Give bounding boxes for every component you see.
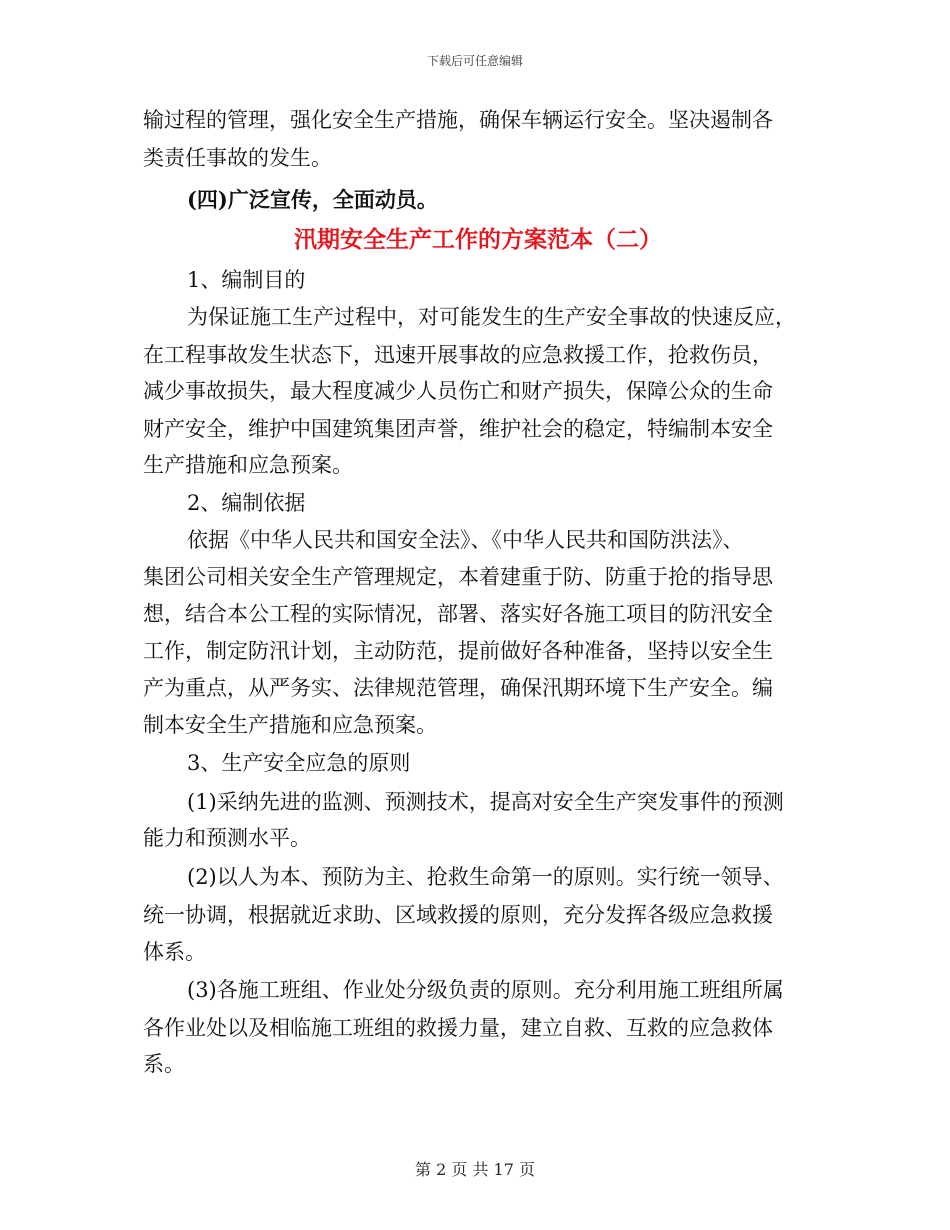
paragraph-line: 产为重点，从严务实、法律规范管理，确保汛期环境下生产安全。编: [143, 676, 773, 700]
page-header: 下载后可任意编辑: [426, 54, 523, 68]
section-heading: (四)广泛宣传，全面动员。: [187, 187, 438, 212]
paragraph-line: 制本安全生产措施和应急预案。: [143, 713, 437, 737]
paragraph-line: 统一协调，根据就近求助、区域救援的原则，充分发挥各级应急救援: [143, 903, 773, 927]
paragraph-line: (3)各施工班组、作业处分级负责的原则。充分利用施工班组所属: [187, 978, 784, 1002]
paragraph-line: 生产措施和应急预案。: [143, 453, 353, 477]
paragraph-line: 在工程事故发生状态下，迅速开展事故的应急救援工作，抢救伤员，: [143, 343, 773, 367]
section-heading: 1、编制目的: [187, 268, 306, 292]
paragraph-line: 为保证施工生产过程中，对可能发生的生产安全事故的快速反应，: [187, 305, 796, 329]
paragraph-line: 能力和预测水平。: [143, 826, 311, 850]
paragraph-line: 体系。: [143, 940, 206, 964]
paragraph-line: 工作，制定防汛计划，主动防范，提前做好各种准备，坚持以安全生: [143, 639, 773, 663]
paragraph-line: 依据《中华人民共和国安全法》、《中华人民共和国防洪法》、: [187, 528, 744, 552]
section-heading: 2、编制依据: [187, 491, 306, 515]
document-title: 汛期安全生产工作的方案范本（二）: [294, 226, 662, 253]
paragraph-line: 系。: [143, 1052, 185, 1076]
paragraph-line: 财产安全，维护中国建筑集团声誉，维护社会的稳定，特编制本安全: [143, 417, 773, 441]
paragraph-line: 输过程的管理，强化安全生产措施，确保车辆运行安全。坚决遏制各: [143, 108, 773, 132]
paragraph-line: 类责任事故的发生。: [143, 146, 332, 170]
page-footer: 第 2 页 共 17 页: [415, 1160, 535, 1179]
paragraph-line: 各作业处以及相临施工班组的救援力量，建立自救、互救的应急救体: [143, 1016, 773, 1040]
paragraph-line: (1)采纳先进的监测、预测技术，提高对安全生产突发事件的预测: [187, 790, 784, 814]
paragraph-line: (2)以人为本、预防为主、抢救生命第一的原则。实行统一领导、: [187, 865, 784, 889]
paragraph-line: 想，结合本公工程的实际情况，部署、落实好各施工项目的防汛安全: [143, 602, 773, 626]
paragraph-line: 集团公司相关安全生产管理规定，本着建重于防、防重于抢的指导思: [143, 565, 773, 589]
paragraph-line: 减少事故损失，最大程度减少人员伤亡和财产损失，保障公众的生命: [143, 379, 773, 403]
section-heading: 3、生产安全应急的原则: [187, 751, 411, 775]
